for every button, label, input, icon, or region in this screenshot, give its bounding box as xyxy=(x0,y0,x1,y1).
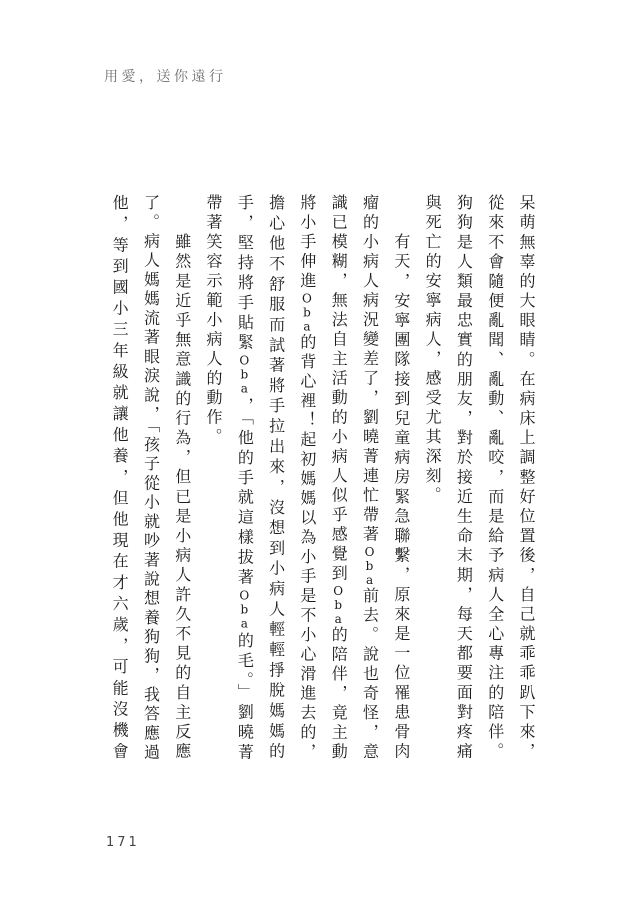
text-column: 了。病人媽媽流著眼淚說，「孩子從小就吵著說想養狗狗，我答應過 xyxy=(141,194,161,762)
text-column: 將小手伸進Oba的背心裡！起初媽媽以為小手是不小心滑進去的， xyxy=(297,194,317,763)
text-column: 識已模糊，無法自主活動的小病人似乎感覺到Oba的陪伴，竟主動 xyxy=(329,194,349,763)
latin-run: Oba xyxy=(299,291,314,334)
text-column: 呆萌無辜的大眼睛。在病床上調整好位置後，自己就乖乖趴下來， xyxy=(517,194,536,762)
paragraph-continued xyxy=(417,194,542,762)
running-title: 用愛，送你遠行 xyxy=(104,69,227,85)
page-number: 171 xyxy=(106,835,140,850)
body-text xyxy=(104,194,542,762)
text-column: 有天，安寧團隊接到兒童病房緊急聯繫，原來是一位罹患骨肉 xyxy=(391,233,411,762)
text-column: 從來不會隨便亂聞、亂動、亂咬，而是給予病人全心專注的陪伴。 xyxy=(485,194,505,762)
text-column: 他，等到國小三年級就讓他養，但他現在才六歲，可能沒機會 xyxy=(110,194,130,762)
text-column: 雖然是近乎無意識的行為，但已是小病人許久不見的自主反應 xyxy=(172,233,192,762)
latin-run: Oba xyxy=(237,588,252,631)
text-column: 與死亡的安寧病人，感受尤其深刻。 xyxy=(423,194,443,506)
latin-run: Oba xyxy=(237,353,252,396)
latin-run: Oba xyxy=(362,545,377,587)
text-column: 帶著笑容示範小病人的動作。 xyxy=(204,194,224,448)
text-column: 手，堅持將手貼緊Oba，「他的手就這樣拔著Oba的毛。」劉曉菁 xyxy=(235,194,255,763)
text-column: 擔心他不舒服而試著將手拉出來，沒想到小病人輕輕掙脫媽媽的 xyxy=(266,194,286,762)
text-column: 瘤的小病人病況變差了，劉曉菁連忙帶著Oba前去。說也奇怪，意 xyxy=(360,194,380,763)
paragraph xyxy=(104,194,198,762)
latin-run: Oba xyxy=(331,584,346,626)
paragraph xyxy=(198,194,417,762)
text-column: 狗狗是人類最忠實的朋友，對於接近生命末期，每天都要面對疼痛 xyxy=(454,194,474,762)
